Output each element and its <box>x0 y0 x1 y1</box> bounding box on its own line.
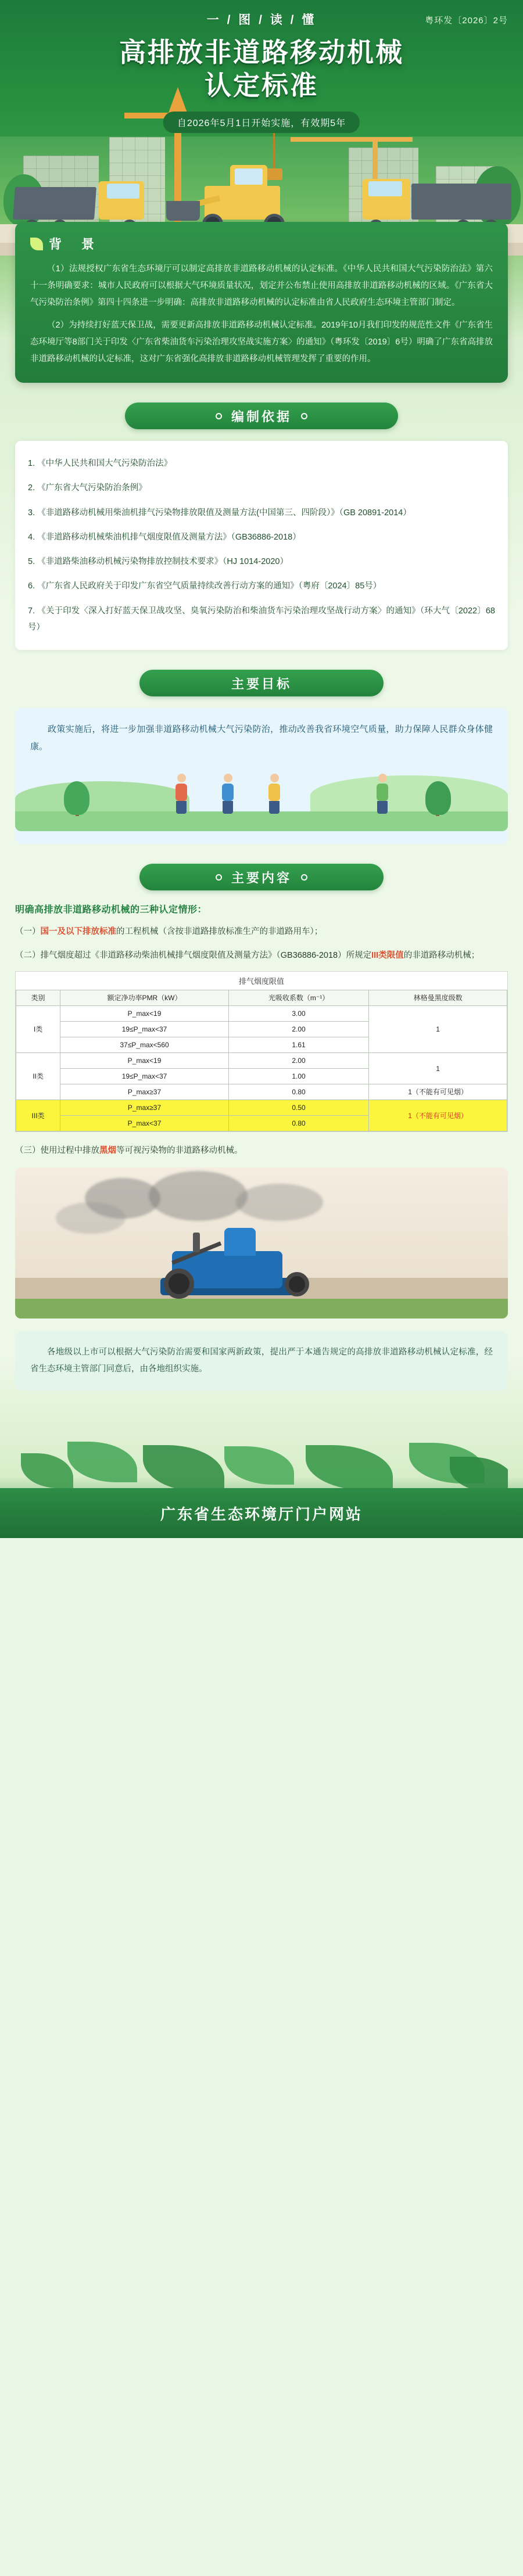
table-cell-ringelmann: 1（不能有可见烟） <box>369 1084 507 1100</box>
main-item-3-suffix: 等可视污染物的非道路移动机械。 <box>116 1146 243 1156</box>
table-cell-category: I类 <box>16 1006 60 1053</box>
background-paragraph-1: （1）法规授权广东省生态环境厅可以制定高排放非道路移动机械的认定标准。《中华人民共和国大气污染防治法》第六十一条明确要求：城市人民政府可以根据大气环境质量状况，划定并公布禁止使用高排放非道路移动机械的区域。《广东省大气污染防治条例》第四十四条进一步明确：高排放非道路移动机械的认定标准由省人民政府生态环境主管部门制定。 <box>30 264 493 307</box>
table-cell-power: 19≤P_max<37 <box>60 1069 229 1084</box>
table-col-absorption: 光吸收系数（m⁻¹） <box>228 990 368 1006</box>
background-section <box>15 222 508 383</box>
tree-icon <box>425 781 451 815</box>
bullet-dot-icon <box>216 874 222 881</box>
table-cell-absorption: 2.00 <box>228 1022 368 1037</box>
background-heading <box>30 235 493 253</box>
leaf-icon <box>30 238 43 250</box>
smoke-plume <box>56 1202 126 1234</box>
table-cell-ringelmann: 1 <box>369 1053 507 1084</box>
bullet-dot-icon <box>216 413 222 419</box>
table-header-row <box>16 990 507 1006</box>
main-item-2-prefix: （二）排气烟度超过《非道路移动柴油机械排气烟度限值及测量方法》（GB36886-2018）所规定 <box>15 951 372 961</box>
background-heading-label: 背 景 <box>49 237 98 252</box>
goal-section <box>15 708 508 844</box>
main-item-2 <box>15 947 508 964</box>
main-item-1-prefix: （一） <box>15 927 41 937</box>
table-cell-power: P_max≥37 <box>60 1084 229 1100</box>
page-footer <box>0 1488 523 1538</box>
list-item-text: 3. 《非道路移动机械用柴油机排气污染物排放限值及测量方法(中国第三、四阶段）》（GB 20891-2014） <box>28 508 411 518</box>
grass-strip <box>15 1299 508 1318</box>
leaf-icon <box>224 1446 294 1485</box>
list-item-text: 6. 《广东省人民政府关于印发广东省空气质量持续改善行动方案的通知》（粤府〔2024〕85号） <box>28 581 382 591</box>
leaf-decoration-strip <box>15 1401 508 1488</box>
main-item-1-suffix: 的工程机械（含按非道路排放标准生产的非道路用车）； <box>116 927 323 937</box>
bullet-dot-icon <box>301 413 307 419</box>
footer-label: 广东省生态环境厅门户网站 <box>160 1505 363 1523</box>
table-row <box>16 1006 507 1022</box>
table-caption: 排气烟度限值 <box>16 972 507 990</box>
leaf-icon <box>21 1453 73 1488</box>
leaf-icon <box>67 1442 137 1482</box>
table-cell-absorption: 0.50 <box>228 1100 368 1116</box>
section-title-basis-label: 编制依据 <box>231 409 292 424</box>
page-header <box>0 0 523 256</box>
smoke-limit-table <box>16 990 507 1131</box>
main-item-3-prefix: （三）使用过程中排放 <box>15 1146 99 1156</box>
table-cell-power: 19≤P_max<37 <box>60 1022 229 1037</box>
section-title-goal-label: 主要目标 <box>231 676 292 691</box>
leaf-icon <box>306 1445 393 1488</box>
table-col-category: 类别 <box>16 990 60 1006</box>
section-title-main-label: 主要内容 <box>231 870 292 885</box>
section-title-goal <box>139 670 384 696</box>
page-title <box>0 36 523 102</box>
header-ribbon: 一 / 图 / 读 / 懂 <box>206 13 317 27</box>
note-text: 各地级以上市可以根据大气污染防治需要和国家两新政策，提出严于本通告规定的高排放非道路移动机械认定标准，经省生态环境主管部门同意后，由各地组织实施。 <box>30 1348 493 1374</box>
table-cell-power: P_max<19 <box>60 1053 229 1069</box>
section-title-basis <box>125 403 398 429</box>
table-cell-absorption: 3.00 <box>228 1006 368 1022</box>
crane-jib <box>291 137 413 142</box>
list-item <box>28 476 495 500</box>
main-item-1 <box>15 924 508 940</box>
table-cell-category: II类 <box>16 1053 60 1100</box>
document-number: 粤环发〔2026〕2号 <box>425 16 508 26</box>
main-item-2-suffix: 的非道路移动机械； <box>403 951 480 961</box>
list-item-text: 7. 《关于印发〈深入打好蓝天保卫战攻坚、臭氧污染防治和柴油货车污染治理攻坚战行动方案〉的通知》（环大气〔2022〕68号） <box>28 606 495 632</box>
table-cell-absorption: 1.61 <box>228 1037 368 1053</box>
main-item-3 <box>15 1143 508 1159</box>
table-row <box>16 1084 507 1100</box>
page-content <box>0 222 523 1488</box>
table-cell-absorption: 0.80 <box>228 1116 368 1131</box>
mower-photo <box>15 1167 508 1318</box>
main-item-1-keyword: 国一及以下排放标准 <box>40 927 116 937</box>
table-cell-ringelmann: 1 <box>369 1006 507 1053</box>
page-title-line2: 认定标准 <box>205 70 318 101</box>
table-row <box>16 1053 507 1069</box>
list-item <box>28 599 495 640</box>
list-item <box>28 451 495 476</box>
leaf-icon <box>143 1445 224 1488</box>
list-item <box>28 525 495 549</box>
basis-list <box>15 441 508 650</box>
table-row-highlighted <box>16 1100 507 1116</box>
list-item-text: 5. 《非道路柴油移动机械污染物排放控制技术要求》（HJ 1014-2020） <box>28 557 288 567</box>
person-figure <box>175 774 187 814</box>
background-paragraph-2: （2）为持续打好蓝天保卫战，需要更新高排放非道路移动机械认定标准。2019年10月我们印发的规范性文件《广东省生态环境厅等8部门关于印发〈广东省柴油货车污染治理攻坚战实施方案〉的通知》（粤环发〔2019〕6号）明确了广东省高排放非道路移动机械的认定标准，这对广东省强化高排放非道路移动机械管理发挥了重要的作用。 <box>30 321 493 364</box>
bullet-dot-icon <box>301 874 307 881</box>
hill-shape <box>15 781 189 816</box>
table-cell-power: 37≤P_max<560 <box>60 1037 229 1053</box>
section-title-main <box>139 864 384 890</box>
goal-text: 政策实施后，将进一步加强非道路移动机械大气污染防治，推动改善我省环境空气质量，助力保障人民群众身体健康。 <box>30 724 493 752</box>
person-figure <box>222 774 234 814</box>
table-cell-absorption: 1.00 <box>228 1069 368 1084</box>
tree-icon <box>64 781 89 815</box>
main-item-3-keyword: 黑烟 <box>99 1146 116 1156</box>
table-cell-absorption: 0.80 <box>228 1084 368 1100</box>
list-item <box>28 501 495 525</box>
main-item-2-keyword: III类限值 <box>371 951 404 961</box>
effective-date-badge: 自2026年5月1日开始实施，有效期5年 <box>163 112 360 133</box>
ride-on-mower-icon <box>137 1212 329 1299</box>
table-cell-ringelmann: 1（不能有可见烟） <box>369 1100 507 1131</box>
main-lead-text: 明确高排放非道路移动机械的三种认定情形： <box>15 905 207 915</box>
table-col-power: 额定净功率PMR（kW） <box>60 990 229 1006</box>
page-title-line1: 高排放非道路移动机械 <box>119 37 404 67</box>
person-figure <box>268 774 280 814</box>
list-item-text: 4. 《非道路移动机械柴油机排气烟度限值及测量方法》（GB36886-2018） <box>28 532 301 542</box>
table-cell-power: P_max≥37 <box>60 1100 229 1116</box>
table-cell-category: III类 <box>16 1100 60 1131</box>
list-item-text: 2. 《广东省大气污染防治条例》 <box>28 483 147 493</box>
table-cell-power: P_max<19 <box>60 1006 229 1022</box>
smoke-limit-table-wrap <box>15 971 508 1132</box>
table-cell-power: P_max<37 <box>60 1116 229 1131</box>
goal-illustration <box>30 761 493 831</box>
leaf-icon <box>450 1457 508 1488</box>
note-section <box>15 1331 508 1391</box>
hill-shape <box>310 775 508 816</box>
list-item <box>28 574 495 598</box>
list-item-text: 1. 《中华人民共和国大气污染防治法》 <box>28 459 173 468</box>
list-item <box>28 549 495 574</box>
table-cell-absorption: 2.00 <box>228 1053 368 1069</box>
person-figure <box>377 774 388 814</box>
table-col-ringelmann: 林格曼黑度级数 <box>369 990 507 1006</box>
